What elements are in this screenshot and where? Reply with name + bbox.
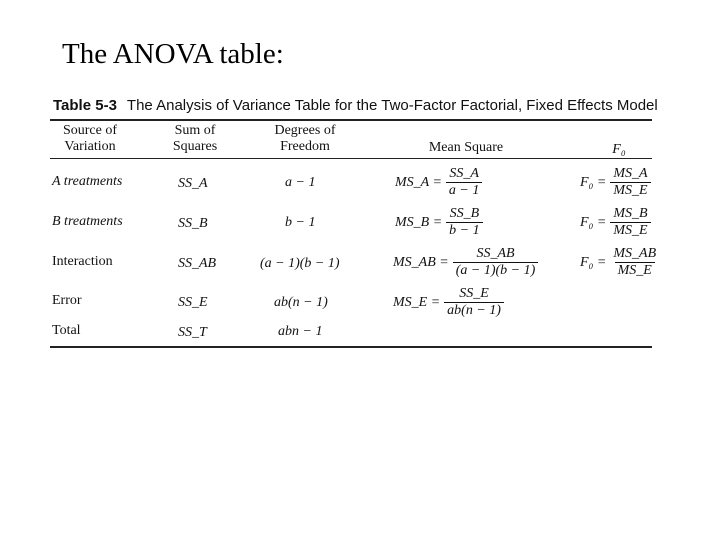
row-total-source: Total: [52, 323, 81, 338]
slide-title: The ANOVA table:: [62, 38, 284, 70]
row-b-f-den: MS_E: [610, 222, 650, 239]
row-ab-f-num: MS_AB: [613, 246, 657, 261]
row-b-ms-num: SS_B: [449, 206, 480, 221]
header-f: F₀: [612, 142, 626, 157]
row-b-ms: [395, 206, 483, 239]
row-ab-ms: [393, 246, 538, 279]
row-b-ms-den: b − 1: [446, 222, 482, 239]
row-b-f-lhs: F₀ =: [580, 214, 607, 230]
header-source-line1: Source of: [62, 123, 118, 138]
row-ab-ms-lhs: MS_AB =: [393, 254, 449, 270]
row-ab-f-den: MS_E: [615, 262, 655, 279]
header-ss-line1: Sum of: [174, 123, 216, 138]
row-a-ms-lhs: MS_A =: [395, 174, 442, 190]
table-title: The Analysis of Variance Table for the Two-Factor Factorial, Fixed Effects Model: [126, 97, 658, 114]
row-a-source: A treatments: [52, 174, 123, 189]
row-ab-source: Interaction: [52, 254, 113, 269]
row-a-df: a − 1: [285, 175, 316, 190]
header-source-line2: Variation: [64, 139, 116, 154]
header-df: [262, 123, 348, 155]
row-b-ss: SS_B: [178, 216, 208, 231]
header-source: [52, 123, 128, 155]
row-a-ms: [395, 166, 482, 199]
row-a-f-num: MS_A: [613, 166, 648, 181]
row-b-df: b − 1: [285, 215, 316, 230]
row-error-ms: [393, 286, 504, 319]
row-total-df: abn − 1: [278, 324, 323, 339]
row-error-ms-num: SS_E: [459, 286, 489, 301]
row-a-f-lhs: F₀ =: [580, 174, 607, 190]
top-rule: [50, 119, 652, 121]
row-a-ss: SS_A: [178, 176, 208, 191]
bottom-rule: [50, 346, 652, 348]
row-ab-ms-den: (a − 1)(b − 1): [453, 262, 539, 279]
row-ab-f: [580, 246, 659, 279]
row-b-source: B treatments: [52, 214, 123, 229]
row-ab-f-lhs: F₀ =: [580, 254, 607, 270]
row-error-source: Error: [52, 293, 82, 308]
row-error-ss: SS_E: [178, 295, 208, 310]
header-ms: Mean Square: [428, 140, 504, 155]
row-a-ms-den: a − 1: [446, 182, 482, 199]
row-total-ss: SS_T: [178, 325, 207, 340]
table-caption: [53, 97, 658, 114]
row-ab-df: (a − 1)(b − 1): [260, 256, 340, 271]
row-error-ms-lhs: MS_E =: [393, 294, 441, 310]
row-b-f: [580, 206, 651, 239]
header-df-line1: Degrees of: [274, 123, 336, 138]
table-number: Table 5-3: [53, 97, 117, 114]
row-ab-ss: SS_AB: [178, 256, 217, 271]
header-ss: [160, 123, 230, 155]
header-df-line2: Freedom: [280, 139, 330, 154]
row-a-f-den: MS_E: [610, 182, 650, 199]
header-ss-line2: Squares: [172, 139, 218, 154]
row-b-ms-lhs: MS_B =: [395, 214, 443, 230]
header-rule: [50, 158, 652, 159]
row-a-f: [580, 166, 651, 199]
row-b-f-num: MS_B: [613, 206, 648, 221]
row-error-df: ab(n − 1): [274, 295, 328, 310]
row-error-ms-den: ab(n − 1): [444, 302, 504, 319]
row-ab-ms-num: SS_AB: [476, 246, 515, 261]
row-a-ms-num: SS_A: [449, 166, 479, 181]
